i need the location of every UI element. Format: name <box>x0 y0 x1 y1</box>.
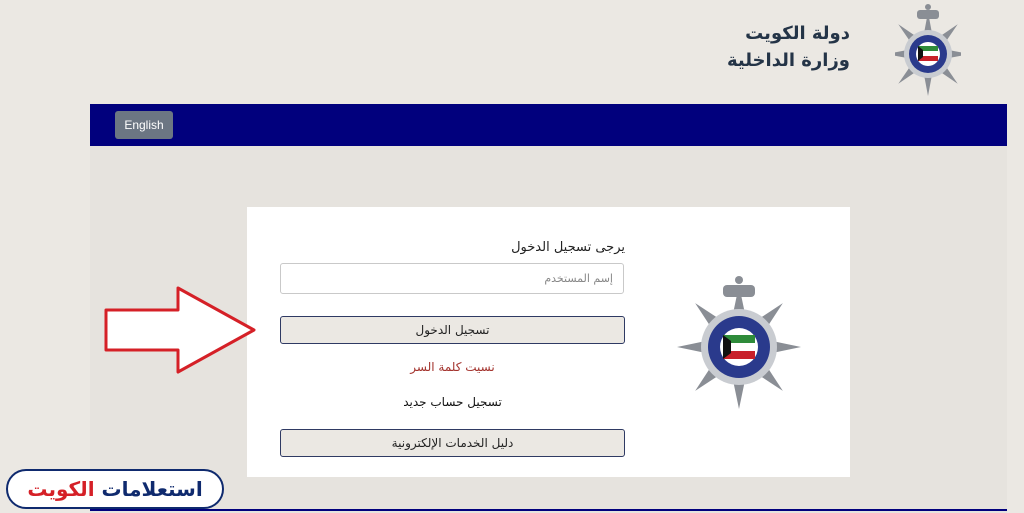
ministry-name: وزارة الداخلية <box>726 50 850 71</box>
watermark-part2: الكويت <box>27 477 95 501</box>
forgot-password-link[interactable]: نسيت كلمة السر <box>410 360 495 374</box>
bottom-divider <box>90 509 1007 511</box>
login-button[interactable]: تسجيل الدخول <box>280 316 625 344</box>
e-services-guide-button[interactable]: دليل الخدمات الإلكترونية <box>280 429 625 457</box>
watermark-part1: استعلامات <box>101 477 203 501</box>
language-toggle-button[interactable]: English <box>115 111 173 139</box>
login-prompt: يرجى تسجيل الدخول <box>511 240 625 255</box>
kuwait-police-emblem-icon <box>895 2 961 96</box>
watermark-logo <box>6 469 224 509</box>
username-input[interactable] <box>280 263 624 294</box>
country-name: دولة الكويت <box>745 23 850 44</box>
red-arrow-right-icon <box>102 284 260 376</box>
register-account-link[interactable]: تسجيل حساب جديد <box>403 395 502 409</box>
ministry-title <box>727 22 850 74</box>
login-card <box>247 207 850 477</box>
kuwait-police-emblem-icon <box>677 273 801 409</box>
top-navbar <box>90 104 1007 146</box>
